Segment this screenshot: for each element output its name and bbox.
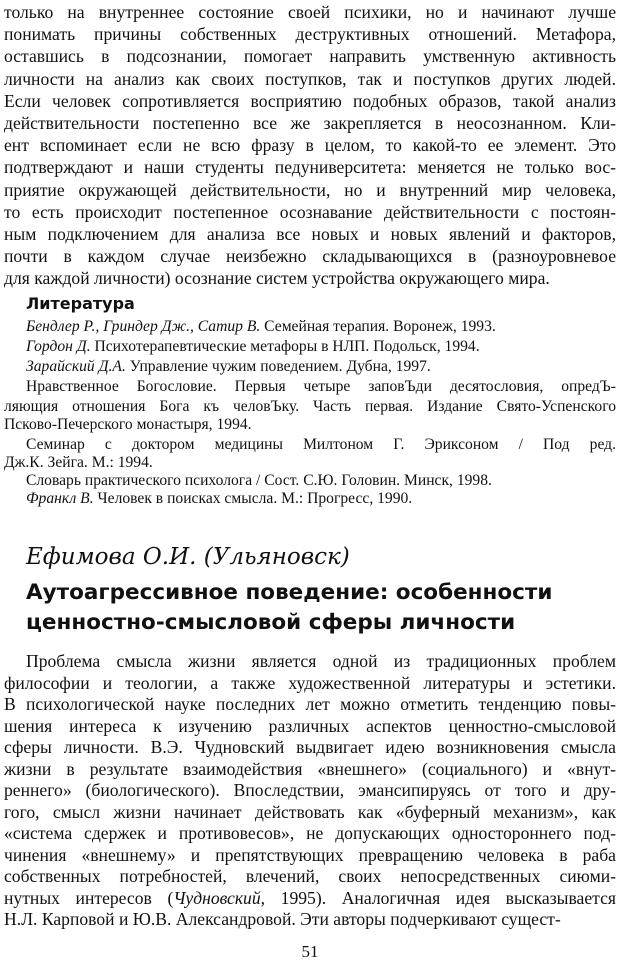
body-line: Н.Л. Карповой и Ю.В. Александровой. Эти авторы подчеркивают сущест-	[4, 909, 561, 929]
body-text: нутных интересов (	[4, 887, 174, 908]
intro-line: ент вспоминает если не всю фразу в целом, то какой-то ее элемент. Это	[4, 135, 616, 156]
literature-text: Управление чужим поведением. Дубна, 1997.	[125, 358, 431, 375]
literature-text: Псково-Печерского монастыря, 1994.	[4, 416, 252, 433]
article-title-line-1: Аутоагрессивное поведение: особенности	[26, 580, 553, 605]
body-line: Проблема смысла жизни является одной из традиционных проблем	[26, 651, 616, 671]
literature-author: Зарайский Д.А.	[26, 358, 126, 375]
literature-entry	[26, 317, 616, 336]
body-line: В психологической науке последних лет можно отметить тенденцию повы-	[4, 694, 616, 714]
literature-text: Семейная терапия. Воронеж, 1993.	[260, 318, 496, 335]
intro-line: только на внутреннее состояние своей психики, но и начинают лучше	[4, 2, 616, 22]
body-line: «система сдержек и противовесов», не допускающих одностороннего под-	[4, 823, 616, 843]
article-title-line-2: ценностно-смысловой сферы личности	[26, 610, 516, 635]
literature-entry	[26, 435, 616, 454]
body-line: шения интереса к изучению различных аспектов ценностно-смысловой	[4, 715, 616, 736]
intro-line: личности на анализ как своих поступков, так и поступков других людей.	[4, 68, 616, 89]
intro-line: оставшись в подсознании, помогает направить умственную активность	[4, 46, 616, 67]
literature-entry	[26, 377, 616, 396]
literature-author: Гордон Д.	[26, 338, 91, 355]
intro-line: то есть происходит постепенное осознавание действительности с постоян-	[4, 201, 616, 222]
intro-line: для каждой личности) осознание систем устройства окружающего мира.	[4, 268, 550, 289]
body-text: , 1995). Аналогичная идея высказывается	[260, 887, 616, 908]
literature-entry	[26, 357, 616, 376]
body-line	[4, 888, 616, 908]
body-line: философии и теологии, а также художественной литературы и эстетики.	[4, 672, 616, 693]
literature-text: Дж.К. Зейга. М.: 1994.	[4, 454, 153, 471]
literature-heading: Литература	[26, 294, 135, 313]
body-citation-author: Чудновский	[173, 887, 261, 908]
intro-line: понимать причины собственных деструктивных отношений. Метафора,	[4, 24, 616, 45]
literature-entry	[26, 337, 616, 356]
literature-text: Семинар с доктором медицины Милтоном Г. Эриксоном / Под ред.	[26, 436, 616, 453]
body-line: реннего» (биологического). Впоследствии, эмансипируясь от того и дру-	[4, 780, 616, 800]
literature-text: Нравственное Богословие. Первыя четыре заповЪди десятословия, опредЪ-	[26, 378, 616, 395]
literature-entry	[4, 397, 616, 416]
body-line: сферы личности. В.Э. Чудновский выдвигает идею возникновения смысла	[4, 737, 616, 757]
literature-text: ляющия отношения Бога къ человЪку. Часть первая. Издание Свято-Успенского	[4, 398, 616, 415]
literature-author: Бендлер Р., Гриндер Дж., Сатир В.	[26, 318, 261, 335]
intro-line: действительности постепенно все же закрепляется в неосознанном. Кли-	[4, 113, 616, 133]
intro-line: ным подключением для анализа все новых и новых явлений и факторов,	[4, 224, 616, 244]
literature-entry	[4, 415, 616, 434]
intro-line: приятие окружающей действительности, но и внутренний мир человека,	[4, 179, 616, 200]
literature-entry	[26, 489, 616, 508]
page-number: 51	[301, 942, 319, 961]
literature-author: Франкл В.	[26, 490, 94, 507]
body-line: жизни в результате взаимодействия «внешнего» (социального) и «внут-	[4, 758, 616, 779]
literature-text: Словарь практического психолога / Сост. С.Ю. Головин. Минск, 1998.	[26, 472, 492, 489]
intro-line: подтверждают и наши студенты педуниверситета: меняется не только вос-	[4, 157, 616, 178]
intro-line: почти в каждом случае неизбежно складывающихся в (разноуровневое	[4, 246, 616, 267]
body-line: собственных потребностей, влечений, своих непосредственных сиюми-	[4, 866, 616, 886]
body-line: чинения «внешнему» и препятствующих превращению человека в раба	[4, 844, 616, 865]
article-author: Ефимова О.И. (Ульяновск)	[26, 544, 350, 570]
literature-text: Человек в поисках смысла. М.: Прогресс, 1990.	[93, 490, 413, 507]
body-line: гого, смысл жизни начинает действовать как «буферный механизм», как	[4, 801, 616, 822]
literature-entry	[4, 453, 616, 472]
literature-text: Психотерапевтические метафоры в НЛП. Подольск, 1994.	[90, 338, 480, 355]
intro-line: Если человек сопротивляется восприятию подобных образов, такой анализ	[4, 90, 616, 111]
literature-entry	[26, 471, 616, 490]
